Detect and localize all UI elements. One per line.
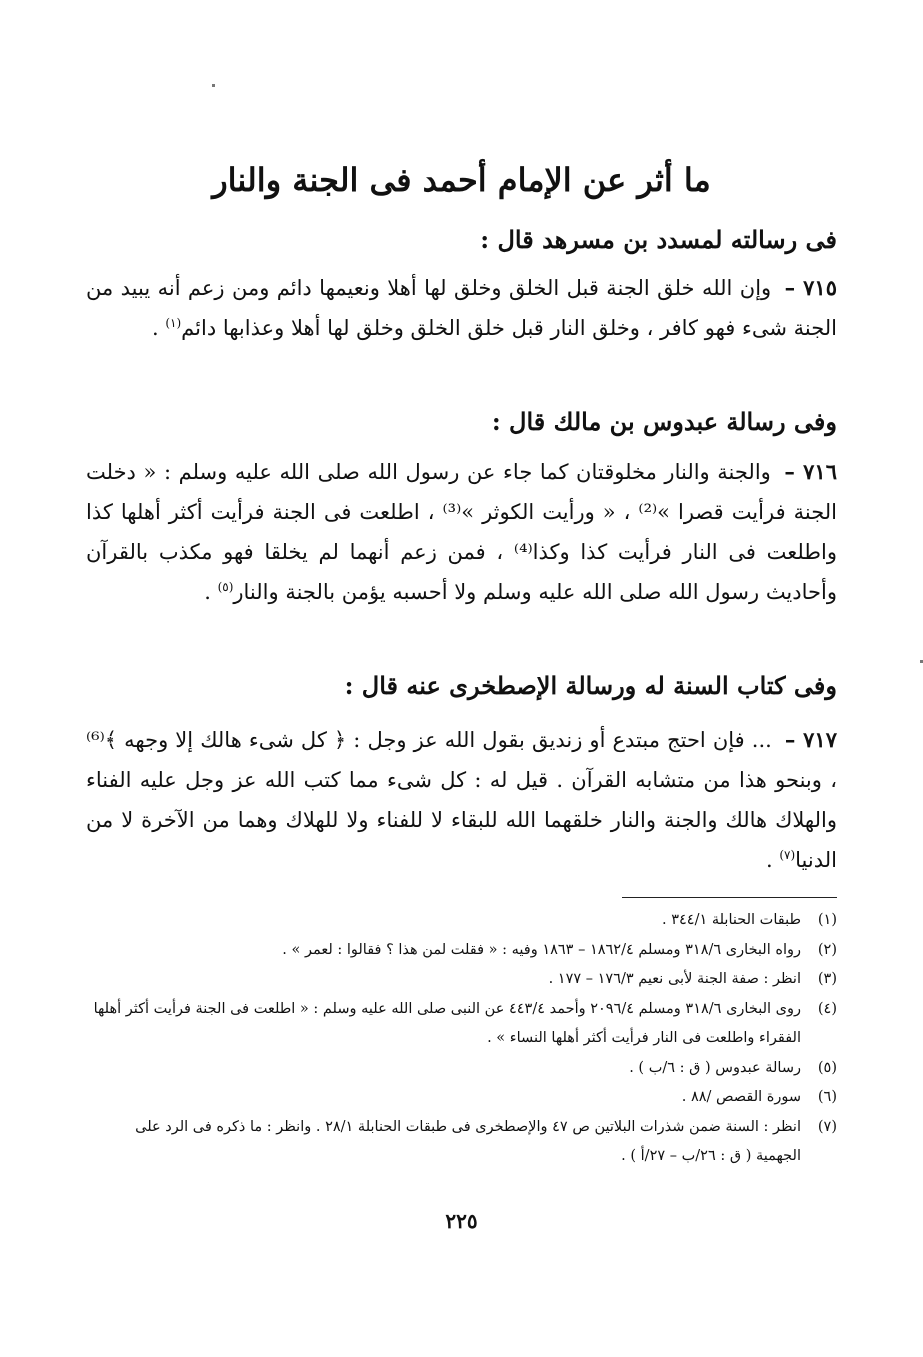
footnote-ref: (١) bbox=[165, 316, 182, 330]
paragraph-tail: . bbox=[204, 580, 218, 604]
paragraph-716 bbox=[86, 452, 837, 612]
footnote-text: رواه البخارى ٣١٨/٦ ومسلم ١٨٦٢/٤ – ١٨٦٣ وفيه : « فقلت لمن هذا ؟ فقالوا : لعمر » . bbox=[282, 941, 801, 958]
paragraph-tail: . bbox=[151, 316, 166, 340]
paragraph-number: ٧١٧ – bbox=[784, 727, 837, 752]
paragraph-number: ٧١٥ – bbox=[784, 275, 837, 300]
footnote-text: رسالة عبدوس ( ق : ٦/ب ) . bbox=[629, 1059, 801, 1076]
section-heading-2: وفى رسالة عبدوس بن مالك قال : bbox=[491, 407, 837, 436]
page-number: ٢٢٥ bbox=[445, 1209, 478, 1233]
footnote-5 bbox=[86, 1054, 837, 1084]
footnote-number: (١) bbox=[817, 912, 837, 928]
footnotes bbox=[86, 906, 837, 1172]
section-heading-3: وفى كتاب السنة له ورسالة الإصطخرى عنه قال : bbox=[344, 671, 837, 700]
footnote-text: انظر : صفة الجنة لأبى نعيم ١٧٦/٣ – ١٧٧ . bbox=[548, 971, 801, 987]
paragraph-717 bbox=[86, 720, 837, 880]
footnote-1 bbox=[86, 906, 837, 936]
page-title: ما أثر عن الإمام أحمد فى الجنة والنار bbox=[212, 161, 711, 199]
footnote-4 bbox=[86, 995, 837, 1054]
paragraph-715 bbox=[86, 268, 837, 348]
footnote-number: (٣) bbox=[817, 971, 837, 987]
footnote-number: (٦) bbox=[817, 1089, 837, 1105]
paragraph-text: ... فإن احتج مبتدع أو زنديق بقول الله عز وجل : ﴿ كل شىء هالك إلا وجهه ﴾⁽⁶⁾ ، وبنحو هذا من متشابه القرآن . قيل له : كل شىء مما كتب الله عز وجل عليه الفناء والهلاك هالك والجنة والنار خلقهما الله للبقاء لا للفناء ولا للهلاك وهما من الآخرة لا من الدنيا bbox=[86, 728, 837, 872]
footnote-text: انظر : السنة ضمن شذرات البلاتين ص ٤٧ والإصطخرى فى طبقات الحنابلة ٢٨/١ . وانظر : ما ذكره فى الرد على الجهمية ( ق : ٢٦/ب – ٢٧/أ ) . bbox=[135, 1118, 801, 1164]
footnote-text: روى البخارى ٣١٨/٦ ومسلم ٢٠٩٦/٤ وأحمد ٤٤٣/٤ عن النبى صلى الله عليه وسلم : « اطلعت فى الجنة فرأيت أكثر أهلها الفقراء واطلعت فى النار فرأيت أكثر أهلها النساء » . bbox=[93, 1000, 801, 1046]
paragraph-number: ٧١٦ – bbox=[784, 459, 837, 484]
scan-mark bbox=[212, 84, 215, 87]
footnote-separator bbox=[622, 897, 837, 898]
footnote-text: سورة القصص /٨٨ . bbox=[681, 1089, 801, 1105]
paragraph-text: والجنة والنار مخلوقتان كما جاء عن رسول الله صلى الله عليه وسلم : « دخلت الجنة فرأيت قصرا »⁽²⁾ ، « ورأيت الكوثر »⁽³⁾ ، اطلعت فى الجنة فرأيت أكثر أهلها كذا واطلعت فى النار فرأيت كذا وكذا⁽⁴⁾ ، فمن زعم أنهما لم يخلقا فهو مكذب بالقرآن وأحاديث رسول الله صلى الله عليه وسلم ولا أحسبه يؤمن بالجنة والنار bbox=[86, 460, 838, 604]
footnote-ref: (٧) bbox=[779, 848, 796, 862]
paragraph-tail: . bbox=[765, 848, 780, 872]
footnote-3 bbox=[86, 965, 837, 995]
footnote-number: (٢) bbox=[817, 941, 837, 958]
footnote-6 bbox=[86, 1083, 837, 1113]
paragraph-text: وإن الله خلق الجنة قبل الخلق وخلق لها أهلا ونعيمها دائم ومن زعم أنه يبيد من الجنة شىء فهو كافر ، وخلق النار قبل خلق الخلق وخلق لها أهلا وعذابها دائم bbox=[86, 276, 837, 340]
footnote-number: (٤) bbox=[817, 1000, 837, 1017]
footnote-number: (٧) bbox=[817, 1118, 837, 1135]
footnote-2 bbox=[86, 936, 837, 966]
section-heading-1: فى رسالته لمسدد بن مسرهد قال : bbox=[480, 225, 837, 254]
footnote-ref: (٥) bbox=[217, 580, 234, 594]
footnote-7 bbox=[86, 1113, 837, 1172]
footnote-number: (٥) bbox=[817, 1059, 837, 1076]
footnote-text: طبقات الحنابلة ٣٤٤/١ . bbox=[661, 912, 801, 928]
